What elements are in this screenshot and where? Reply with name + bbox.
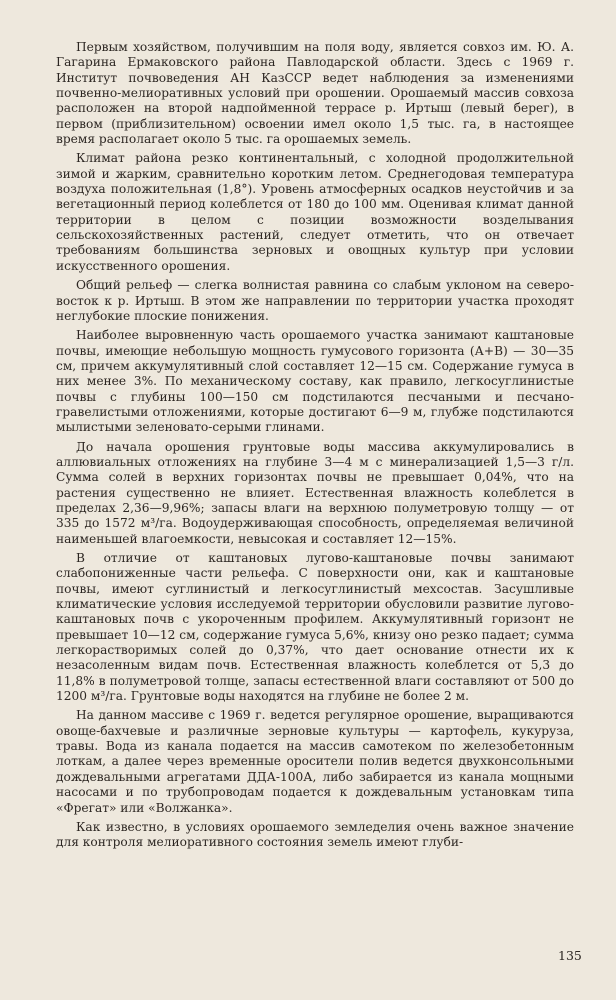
- paragraph: Наиболее выровненную часть орошаемого участка занимают каштановые почвы, имеющие небольшую мощность гумусового горизонта (А+В) — 30—35 см, причем аккумулятивный слой составляет 12—15 см. Содержание гумуса в них менее 3%. По механическому составу, как правило, легкосуглинистые почвы с глубины 100—150 см подстилаются песчаными и песчано-гравелистыми отложениями, которые достигают 6—9 м, глубже подстилаются мылистыми зеленовато-серыми глинами.: [56, 328, 574, 435]
- paragraph: На данном массиве с 1969 г. ведется регулярное орошение, выращиваются овоще-бахчевые и различные зерновые культуры — картофель, кукуруза, травы. Вода из канала подается на массив самотеком по железобетонным лоткам, а далее через временные оросители полив ведется двухконсольными дождевальными агрегатами ДДА-100А, либо забирается из канала мощными насосами и по трубопроводам подается к дождевальным установкам типа «Фрегат» или «Волжанка».: [56, 708, 574, 815]
- page-number: 135: [558, 948, 582, 963]
- paragraph: Как известно, в условиях орошаемого земледелия очень важное значение для контроля мелиоративного состояния земель имеют глуби-: [56, 819, 574, 850]
- body-text: [56, 40, 574, 855]
- paragraph: В отличие от каштановых лугово-каштановые почвы занимают слабопониженные части рельефа. С поверхности они, как и каштановые почвы, имеют суглинистый и легкосуглинистый мехсостав. Засушливые климатические условия исследуемой территории обусловили развитие лугово-каштановых почв с укороченным профилем. Аккумулятивный горизонт не превышает 10—12 см, содержание гумуса 5,6%, книзу оно резко падает; сумма легкорастворимых солей до 0,37%, что дает основание отнести их к незасоленным видам почв. Естественная влажность колеблется от 5,3 до 11,8% в полуметровой толще, запасы естественной влаги составляют от 500 до 1200 м³/га. Грунтовые воды находятся на глубине не более 2 м.: [56, 551, 574, 704]
- paragraph: Климат района резко континентальный, с холодной продолжительной зимой и жарким, сравнительно коротким летом. Среднегодовая температура воздуха положительная (1,8°). Уровень атмосферных осадков неустойчив и за вегетационный период колеблется от 180 до 100 мм. Оценивая климат данной территории в целом с позиции возможности возделывания сельскохозяйственных растений, следует отметить, что он отвечает требованиям большинства зерновых и овощных культур при условии искусственного орошения.: [56, 151, 574, 273]
- paragraph: Общий рельеф — слегка волнистая равнина со слабым уклоном на северо-восток к р. Иртыш. В этом же направлении по территории участка проходят неглубокие плоские понижения.: [56, 278, 574, 323]
- paragraph: До начала орошения грунтовые воды массива аккумулировались в аллювиальных отложениях на глубине 3—4 м с минерализацией 1,5—3 г/л. Сумма солей в верхних горизонтах почвы не превышает 0,04%, что на растения существенно не влияет. Естественная влажность колеблется в пределах 2,36—9,96%; запасы влаги на верхнюю полуметровую толщу — от 335 до 1572 м³/га. Водоудерживающая способность, определяемая величиной наименьшей влагоемкости, невысокая и составляет 12—15%.: [56, 439, 574, 546]
- paragraph: Первым хозяйством, получившим на поля воду, является совхоз им. Ю. А. Гагарина Ермаковского района Павлодарской области. Здесь с 1969 г. Институт почвоведения АН КазССР ведет наблюдения за изменениями почвенно-мелиоративных условий при орошении. Орошаемый массив совхоза расположен на второй надпойменной террасе р. Иртыш (левый берег), в первом (приблизительном) освоении имел около 1,5 тыс. га, в настоящее время располагает около 5 тыс. га орошаемых земель.: [56, 40, 574, 147]
